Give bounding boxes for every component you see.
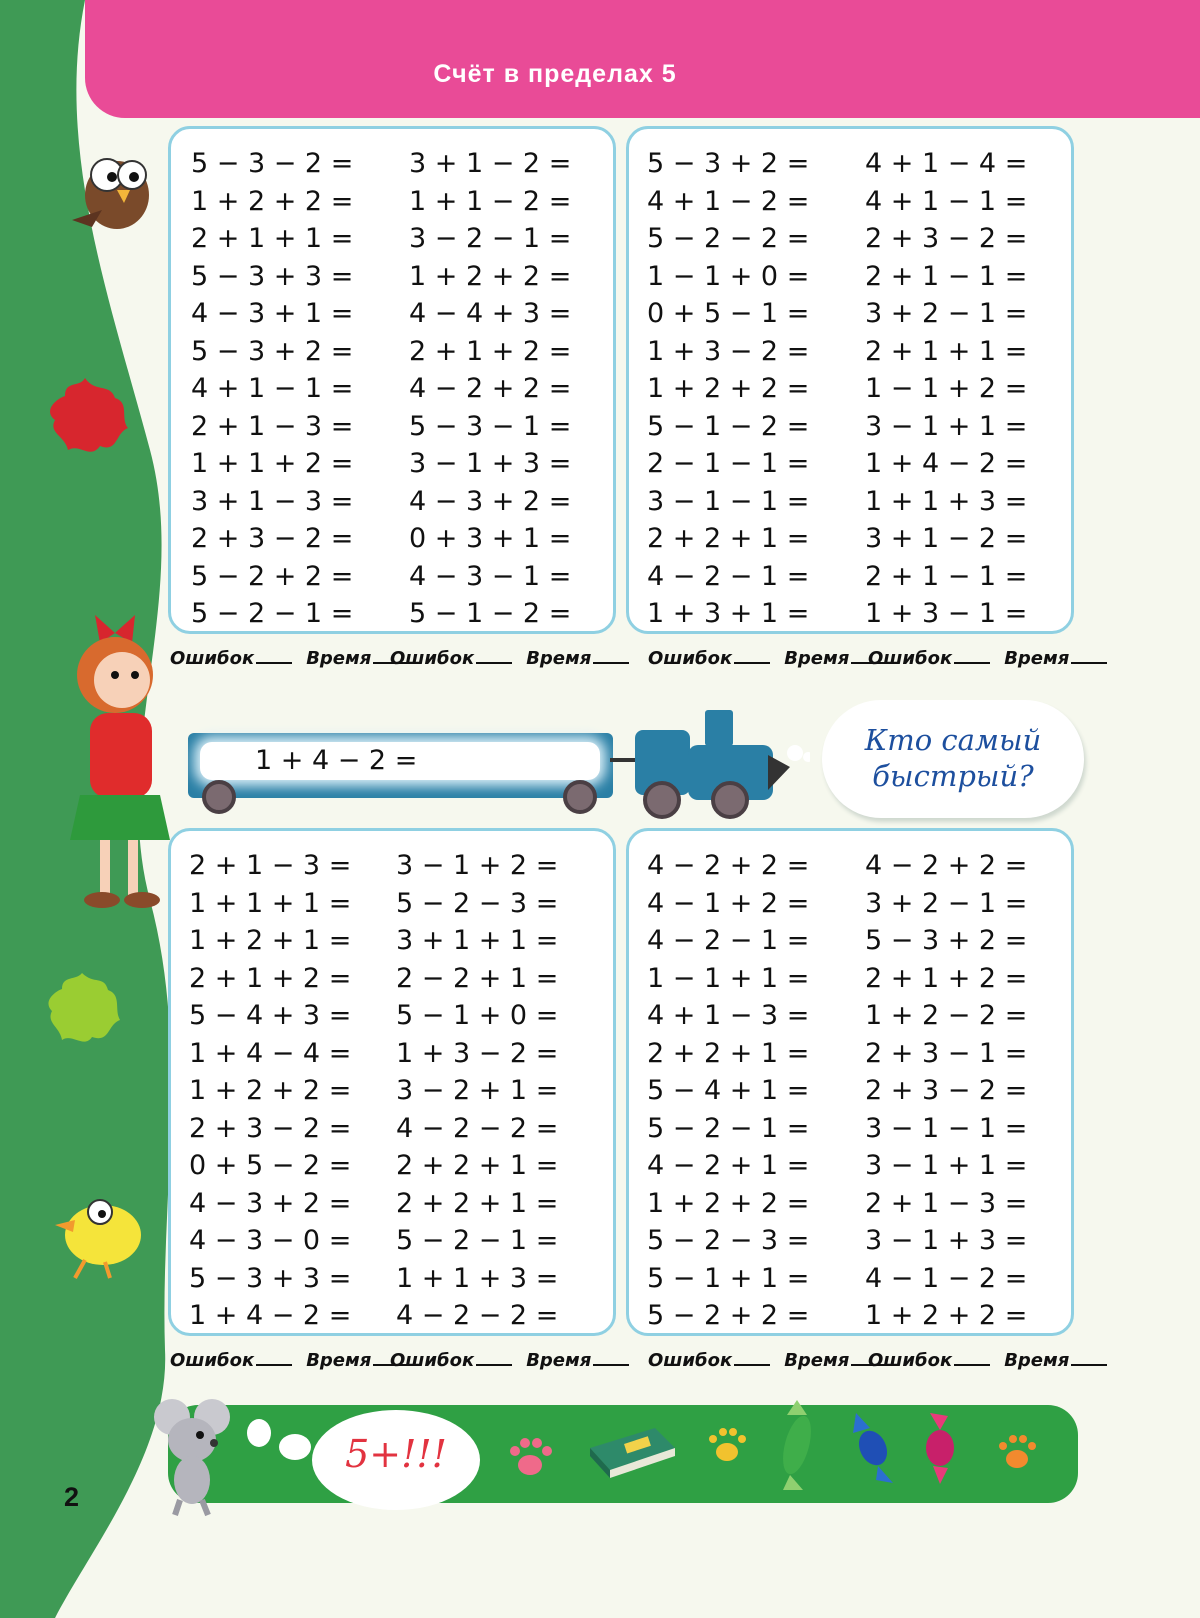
exercise-row: 1 + 2 + 1 =: [189, 925, 352, 956]
exercise-panel-1: [168, 126, 616, 634]
exercise-row: 1 + 3 + 1 =: [647, 598, 810, 629]
locomotive-icon: [610, 705, 810, 820]
score-line: Ошибок Время: [390, 648, 643, 669]
exercise-row: 2 + 2 + 1 =: [396, 1150, 559, 1181]
exercise-row: 0 + 5 − 2 =: [189, 1150, 352, 1181]
exercise-row: 5 − 2 + 2 =: [647, 1300, 810, 1331]
score-line: Ошибок Время: [868, 648, 1121, 669]
exercise-row: 1 + 1 + 3 =: [865, 485, 1028, 517]
score-line: Ошибок Время: [170, 648, 423, 669]
thought-dots-icon: [245, 1415, 315, 1465]
exercise-row: 3 + 1 + 1 =: [396, 925, 559, 956]
exercise-row: 2 + 3 − 2 =: [865, 223, 1028, 254]
exercise-row: 4 + 1 − 1 =: [191, 373, 354, 404]
exercise-row: 5 − 3 + 2 =: [191, 335, 354, 367]
exercise-row: 2 + 1 + 1 =: [865, 335, 1028, 367]
score-line: Ошибок Время: [648, 648, 901, 669]
exercise-row: 5 − 2 − 1 =: [191, 598, 354, 629]
exercise-row: 4 + 1 − 3 =: [647, 1000, 810, 1031]
exercise-row: 4 − 2 − 1 =: [647, 925, 810, 956]
exercise-row: 4 + 1 − 2 =: [647, 185, 810, 217]
chick-icon: [45, 1180, 150, 1280]
page-number: 2: [64, 1482, 80, 1512]
exercise-row: 2 + 2 + 1 =: [647, 523, 810, 554]
exercise-row: 2 + 1 − 1 =: [865, 560, 1028, 592]
exercise-row: 2 + 2 + 1 =: [647, 1037, 810, 1069]
errors-blank[interactable]: [734, 1364, 770, 1366]
blue-candy-icon: [848, 1408, 898, 1488]
exercise-row: 4 − 3 − 1 =: [409, 560, 572, 592]
exercise-row: 5 − 4 + 3 =: [189, 1000, 352, 1031]
exercise-row: 1 + 3 − 2 =: [647, 335, 810, 367]
paw-print-icon: [505, 1435, 555, 1480]
exercise-row: 1 − 1 + 1 =: [647, 962, 810, 994]
exercise-row: 4 − 2 − 2 =: [396, 1112, 559, 1144]
exercise-row: 1 + 4 − 2 =: [865, 448, 1028, 479]
exercise-row: 1 + 1 + 1 =: [189, 887, 352, 919]
exercise-row: 2 + 3 − 1 =: [865, 1037, 1028, 1069]
exercise-row: 3 − 2 + 1 =: [396, 1075, 559, 1106]
exercise-row: 2 + 1 + 1 =: [191, 223, 354, 254]
exercise-column: [396, 847, 558, 1335]
exercise-row: 5 − 1 − 2 =: [647, 410, 810, 442]
exercise-row: 4 − 2 + 2 =: [409, 373, 572, 404]
exercise-row: 4 + 1 − 1 =: [865, 185, 1028, 217]
exercise-row: 4 − 3 − 0 =: [189, 1225, 352, 1256]
score-line: Ошибок Время: [868, 1350, 1121, 1371]
exercise-column: [191, 145, 353, 633]
exercise-row: 3 − 1 − 1 =: [865, 1112, 1028, 1144]
page-title: Счёт в пределах 5: [433, 60, 677, 88]
exercise-row: 5 − 2 − 2 =: [647, 223, 810, 254]
time-blank[interactable]: [593, 1364, 629, 1366]
exercise-row: 1 + 2 + 2 =: [647, 373, 810, 404]
exercise-row: 4 − 1 + 2 =: [647, 887, 810, 919]
exercise-row: 5 − 3 + 2 =: [865, 925, 1028, 956]
exercise-row: 4 − 2 + 1 =: [647, 1150, 810, 1181]
errors-blank[interactable]: [954, 662, 990, 664]
exercise-row: 1 − 1 + 0 =: [647, 260, 810, 292]
exercise-row: 3 − 1 − 1 =: [647, 485, 810, 517]
errors-blank[interactable]: [476, 1364, 512, 1366]
exercise-row: 3 − 2 − 1 =: [409, 223, 572, 254]
score-line: Ошибок Время: [170, 1350, 423, 1371]
exercise-row: 1 + 1 + 2 =: [191, 448, 354, 479]
exercise-row: 4 + 1 − 4 =: [865, 148, 1028, 179]
exercise-row: 5 − 2 − 1 =: [396, 1225, 559, 1256]
exercise-column: [647, 847, 809, 1335]
exercise-row: 5 − 1 + 1 =: [647, 1262, 810, 1294]
exercise-row: 4 − 3 + 2 =: [409, 485, 572, 517]
exercise-column: [865, 847, 1027, 1335]
exercise-column: [189, 847, 351, 1335]
exercise-row: 4 − 1 − 2 =: [865, 1262, 1028, 1294]
exercise-row: 1 + 3 − 2 =: [396, 1037, 559, 1069]
exercise-row: 4 − 4 + 3 =: [409, 298, 572, 329]
exercise-row: 1 + 2 + 2 =: [189, 1075, 352, 1106]
exercise-row: 1 + 4 − 4 =: [189, 1037, 352, 1069]
exercise-row: 2 − 2 + 1 =: [396, 962, 559, 994]
exercise-row: 1 + 2 − 2 =: [865, 1000, 1028, 1031]
errors-blank[interactable]: [476, 662, 512, 664]
exercise-column: [409, 145, 571, 633]
exercise-row: 2 + 1 + 2 =: [865, 962, 1028, 994]
exercise-row: 5 − 1 + 0 =: [396, 1000, 559, 1031]
exercise-row: 3 + 1 − 3 =: [191, 485, 354, 517]
exercise-row: 4 − 3 + 1 =: [191, 298, 354, 329]
pink-candy-icon: [918, 1408, 963, 1488]
exercise-row: 2 + 2 + 1 =: [396, 1187, 559, 1219]
exercise-row: 1 + 2 + 2 =: [191, 185, 354, 217]
exercise-row: 3 − 1 + 3 =: [865, 1225, 1028, 1256]
exercise-row: 5 − 3 − 2 =: [191, 148, 354, 179]
exercise-row: 3 − 1 + 1 =: [865, 410, 1028, 442]
errors-blank[interactable]: [954, 1364, 990, 1366]
score-line: Ошибок Время: [390, 1350, 643, 1371]
exercise-row: 0 + 5 − 1 =: [647, 298, 810, 329]
exercise-row: 5 − 4 + 1 =: [647, 1075, 810, 1106]
exercise-row: 1 + 4 − 2 =: [189, 1300, 352, 1331]
grade-text: 5+!!!: [345, 1432, 447, 1476]
green-candy-icon: [775, 1395, 820, 1495]
train-example: 1 + 4 − 2 =: [255, 745, 418, 776]
errors-blank[interactable]: [256, 662, 292, 664]
exercise-row: 5 − 1 − 2 =: [409, 598, 572, 629]
exercise-row: 3 − 1 + 1 =: [865, 1150, 1028, 1181]
exercise-row: 3 + 1 − 2 =: [865, 523, 1028, 554]
speech-bubble-text: Кто самый быстрый?: [864, 723, 1042, 793]
wheel-icon: [202, 780, 236, 814]
score-line: Ошибок Время: [648, 1350, 901, 1371]
exercise-row: 1 + 3 − 1 =: [865, 598, 1028, 629]
paw-print-icon: [995, 1432, 1040, 1472]
exercise-row: 5 − 2 − 1 =: [647, 1112, 810, 1144]
exercise-panel-3: [168, 828, 616, 1336]
exercise-row: 5 − 3 + 2 =: [647, 148, 810, 179]
exercise-panel-4: [626, 828, 1074, 1336]
exercise-row: 1 + 2 + 2 =: [865, 1300, 1028, 1331]
time-blank[interactable]: [1071, 1364, 1107, 1366]
exercise-row: 1 + 2 + 2 =: [409, 260, 572, 292]
exercise-row: 1 + 1 − 2 =: [409, 185, 572, 217]
exercise-row: 3 + 2 − 1 =: [865, 298, 1028, 329]
exercise-row: 2 + 1 − 3 =: [189, 850, 352, 881]
exercise-row: 2 − 1 − 1 =: [647, 448, 810, 479]
exercise-row: 1 − 1 + 2 =: [865, 373, 1028, 404]
exercise-row: 5 − 3 − 1 =: [409, 410, 572, 442]
exercise-row: 2 + 1 − 3 =: [865, 1187, 1028, 1219]
exercise-row: 5 − 2 − 3 =: [647, 1225, 810, 1256]
exercise-column: [647, 145, 809, 633]
time-blank[interactable]: [1071, 662, 1107, 664]
wheel-icon: [563, 780, 597, 814]
exercise-row: 2 + 1 − 3 =: [191, 410, 354, 442]
exercise-row: 3 + 1 − 2 =: [409, 148, 572, 179]
exercise-row: 5 − 2 + 2 =: [191, 560, 354, 592]
exercise-row: 2 + 3 − 2 =: [865, 1075, 1028, 1106]
exercise-row: 0 + 3 + 1 =: [409, 523, 572, 554]
exercise-row: 4 − 2 − 2 =: [396, 1300, 559, 1331]
exercise-row: 2 + 3 − 2 =: [191, 523, 354, 554]
exercise-row: 4 − 2 − 1 =: [647, 560, 810, 592]
exercise-row: 5 − 2 − 3 =: [396, 887, 559, 919]
exercise-row: 5 − 3 + 3 =: [191, 260, 354, 292]
exercise-row: 4 − 2 + 2 =: [647, 850, 810, 881]
exercise-row: 1 + 2 + 2 =: [647, 1187, 810, 1219]
exercise-row: 2 + 1 + 2 =: [409, 335, 572, 367]
exercise-row: 1 + 1 + 3 =: [396, 1262, 559, 1294]
exercise-row: 3 + 2 − 1 =: [865, 887, 1028, 919]
exercise-row: 5 − 3 + 3 =: [189, 1262, 352, 1294]
errors-blank[interactable]: [734, 662, 770, 664]
errors-blank[interactable]: [256, 1364, 292, 1366]
exercise-row: 4 − 2 + 2 =: [865, 850, 1028, 881]
exercise-row: 3 − 1 + 2 =: [396, 850, 559, 881]
exercise-row: 2 + 1 − 1 =: [865, 260, 1028, 292]
paw-print-icon: [705, 1425, 750, 1465]
book-icon: [585, 1418, 680, 1483]
exercise-panel-2: [626, 126, 1074, 634]
red-paint-splash-icon: [40, 368, 135, 463]
header-banner: [85, 0, 1200, 118]
exercise-column: [865, 145, 1027, 633]
green-paint-splash-icon: [42, 965, 127, 1050]
time-blank[interactable]: [593, 662, 629, 664]
exercise-row: 2 + 3 − 2 =: [189, 1112, 352, 1144]
owl-icon: [62, 135, 162, 235]
exercise-row: 2 + 1 + 2 =: [189, 962, 352, 994]
exercise-row: 4 − 3 + 2 =: [189, 1187, 352, 1219]
exercise-row: 3 − 1 + 3 =: [409, 448, 572, 479]
mouse-icon: [150, 1395, 240, 1520]
